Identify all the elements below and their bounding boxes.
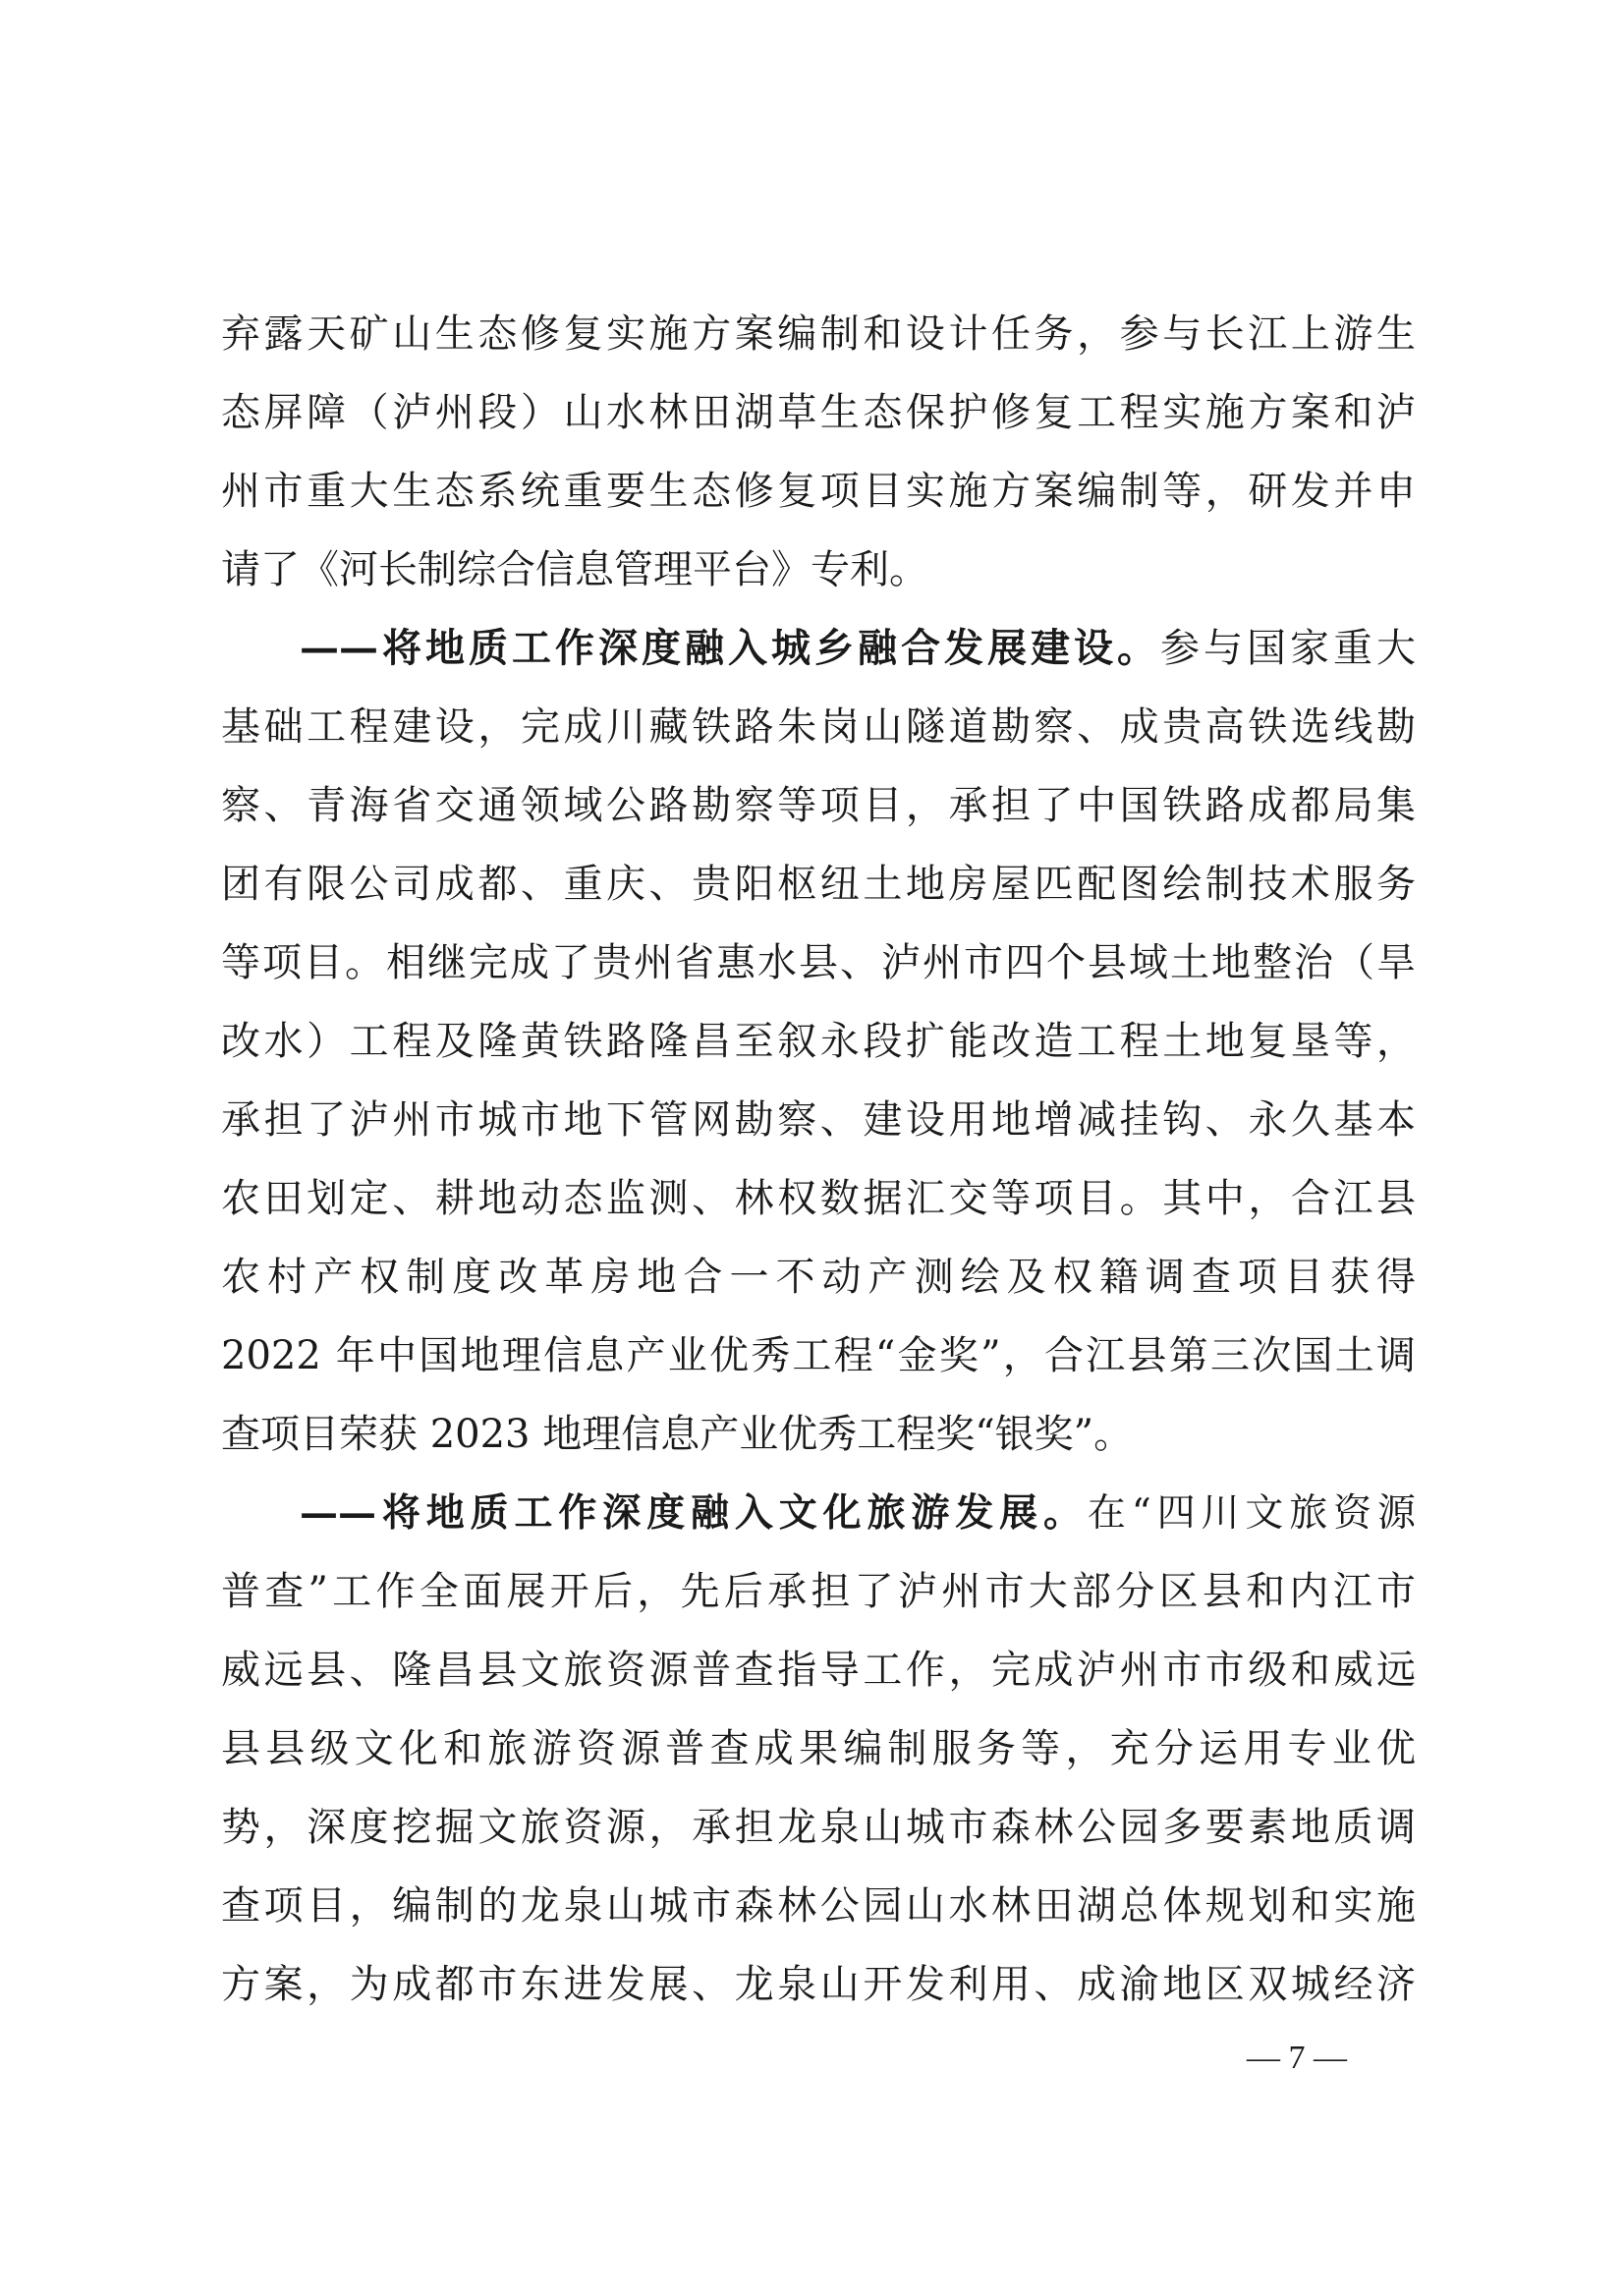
- text-line: [221, 1254, 1416, 1301]
- line-text: 州市重大生态系统重要生态修复项目实施方案编制等，研发并申: [221, 469, 1416, 514]
- line-text: 查项目，编制的龙泉山城市森林公园山水林田湖总体规划和实施: [221, 1883, 1416, 1929]
- page-number: — 7 —: [1247, 2040, 1347, 2076]
- section-heading: 将地质工作深度融入文化旅游发展。: [376, 1490, 1088, 1536]
- text-line: [221, 1961, 1416, 2008]
- section-heading: 将地质工作深度融入城乡融合发展建设。: [378, 625, 1160, 671]
- text-line: [221, 1332, 1416, 1379]
- line-text: 态屏障（泸州段）山水林田湖草生态保护修复工程实施方案和泸: [221, 390, 1416, 435]
- line-text: 方案，为成都市东进发展、龙泉山开发利用、成渝地区双城经济: [221, 1962, 1416, 2007]
- line-text: 等项目。相继完成了贵州省惠水县、泸州市四个县域土地整治（旱: [221, 940, 1416, 985]
- text-line: [221, 703, 1416, 751]
- line-text: 基础工程建设，完成川藏铁路朱岗山隧道勘察、成贵高铁选线勘: [221, 704, 1416, 750]
- line-text: 势，深度挖掘文旅资源，承担龙泉山城市森林公园多要素地质调: [221, 1805, 1416, 1850]
- line-text: 团有限公司成都、重庆、贵阳枢纽土地房屋匹配图绘制技术服务: [221, 862, 1416, 907]
- text-line: [221, 1647, 1416, 1694]
- text-line: [221, 1725, 1416, 1772]
- line-text: 请了《河长制综合信息管理平台》专利。: [221, 547, 928, 592]
- text-line: [221, 1096, 1416, 1144]
- line-text: 威远县、隆昌县文旅资源普查指导工作，完成泸州市市级和威远: [221, 1648, 1416, 1693]
- line-text: 2022 年中国地理信息产业优秀工程“金奖”，合江县第三次国土调: [221, 1333, 1416, 1378]
- text-line: [221, 389, 1416, 436]
- text-line: [221, 310, 1416, 358]
- text-line: [221, 782, 1416, 829]
- line-text: 察、青海省交通领域公路勘察等项目，承担了中国铁路成都局集: [221, 783, 1416, 828]
- text-line: [221, 939, 1416, 986]
- line-text: 普查”工作全面展开后，先后承担了泸州市大部分区县和内江市: [221, 1569, 1416, 1614]
- text-line: [221, 1175, 1416, 1222]
- text-line: [221, 468, 1416, 515]
- text-line: [221, 861, 1416, 908]
- section-heading-line: [300, 1489, 1416, 1537]
- line-text: 承担了泸州市城市地下管网勘察、建设用地增减挂钩、永久基本: [221, 1097, 1416, 1143]
- em-dash: ——: [300, 625, 378, 671]
- em-dash: ——: [300, 1490, 376, 1536]
- line-text: 参与国家重大: [1160, 626, 1416, 671]
- line-text: 农村产权制度改革房地合一不动产测绘及权籍调查项目获得: [221, 1255, 1416, 1300]
- line-text: 查项目荣获 2023 地理信息产业优秀工程奖“银奖”。: [221, 1412, 1134, 1457]
- text-line: [221, 1568, 1416, 1615]
- text-line: [221, 1018, 1416, 1065]
- text-line: [221, 1411, 1416, 1458]
- text-line: [221, 1882, 1416, 1930]
- text-line: [221, 1804, 1416, 1851]
- line-text: 在“四川文旅资源: [1087, 1491, 1416, 1536]
- line-text: 改水）工程及隆黄铁路隆昌至叙永段扩能改造工程土地复垦等，: [221, 1019, 1416, 1064]
- section-heading-line: [300, 625, 1416, 672]
- line-text: 弃露天矿山生态修复实施方案编制和设计任务，参与长江上游生: [221, 311, 1416, 357]
- text-line: [221, 546, 1416, 593]
- line-text: 县县级文化和旅游资源普查成果编制服务等，充分运用专业优: [221, 1726, 1416, 1771]
- line-text: 农田划定、耕地动态监测、林权数据汇交等项目。其中，合江县: [221, 1176, 1416, 1221]
